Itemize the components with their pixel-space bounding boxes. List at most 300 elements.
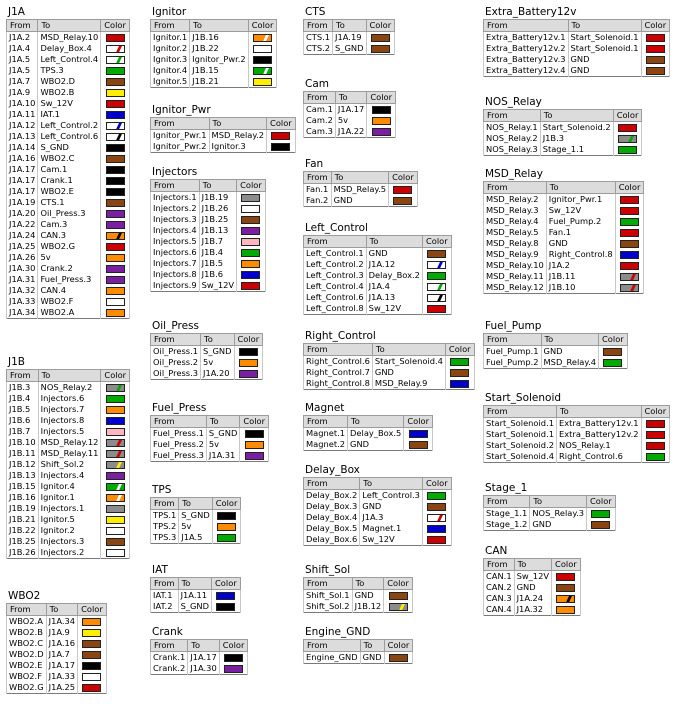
column-header-to: To bbox=[179, 498, 212, 510]
column-header-color: Color bbox=[384, 640, 413, 652]
cell-color bbox=[101, 131, 130, 142]
cell-color bbox=[641, 451, 670, 463]
wire-color-swatch bbox=[106, 122, 125, 130]
header-row bbox=[7, 370, 130, 382]
table-row bbox=[484, 582, 581, 593]
table-row bbox=[151, 65, 277, 76]
cell-color bbox=[101, 492, 130, 503]
cell-to: GND bbox=[568, 54, 641, 65]
column-header-from: From bbox=[484, 20, 569, 32]
column-header-color: Color bbox=[240, 416, 269, 428]
cell-from: Magnet.2 bbox=[304, 439, 348, 451]
connector-table bbox=[303, 343, 475, 390]
column-header-color: Color bbox=[101, 370, 130, 382]
connector-table bbox=[483, 333, 628, 369]
cell-from: J1A.32 bbox=[7, 285, 38, 296]
cell-to: J1B.3 bbox=[540, 133, 613, 144]
wire-color-swatch bbox=[106, 254, 125, 262]
cell-to: WBO2.G bbox=[38, 241, 101, 252]
table-row bbox=[151, 258, 266, 269]
table-row bbox=[7, 274, 130, 285]
connector-cts bbox=[303, 6, 395, 55]
wire-color-swatch bbox=[427, 492, 446, 500]
column-header-color: Color bbox=[367, 92, 396, 104]
cell-to: WBO2.B bbox=[38, 87, 101, 98]
cell-from: J1A.17 bbox=[7, 186, 38, 197]
cell-color bbox=[101, 437, 130, 448]
cell-from: Stage_1.1 bbox=[484, 508, 530, 520]
cell-to: Delay_Box.2 bbox=[366, 270, 422, 281]
cell-color bbox=[366, 43, 395, 55]
connector-msd-relay bbox=[483, 168, 644, 294]
connector-title: J1A bbox=[8, 6, 25, 18]
column-header-to: To bbox=[38, 20, 101, 32]
column-header-from: From bbox=[484, 334, 542, 346]
cell-from: Right_Control.8 bbox=[304, 378, 373, 390]
cell-color bbox=[587, 519, 616, 531]
column-header-from: From bbox=[151, 640, 188, 652]
cell-to: Injectors.7 bbox=[38, 404, 101, 415]
column-header-to: To bbox=[557, 406, 642, 418]
cell-color bbox=[422, 303, 451, 315]
column-header-color: Color bbox=[445, 344, 474, 356]
cell-color bbox=[267, 141, 296, 153]
column-header-color: Color bbox=[422, 478, 451, 490]
cell-from: MSD_Relay.3 bbox=[484, 205, 547, 216]
wire-color-swatch bbox=[603, 348, 622, 356]
column-header-from: From bbox=[484, 406, 557, 418]
cell-color bbox=[267, 130, 296, 142]
wire-color-swatch bbox=[620, 196, 639, 204]
column-header-color: Color bbox=[384, 578, 413, 590]
cell-color bbox=[552, 604, 581, 616]
header-row bbox=[304, 478, 452, 490]
cell-to: Ignitor.3 bbox=[209, 141, 267, 153]
connector-title: Engine_GND bbox=[305, 626, 371, 638]
column-header-from: From bbox=[304, 578, 353, 590]
cell-color bbox=[101, 274, 130, 285]
table-row bbox=[484, 54, 670, 65]
cell-to: J1A.30 bbox=[188, 663, 219, 675]
wire-color-swatch bbox=[620, 207, 639, 215]
cell-color bbox=[212, 521, 241, 532]
cell-to: MSD_Relay.9 bbox=[372, 378, 445, 390]
connector-start-solenoid bbox=[483, 392, 670, 463]
column-header-from: From bbox=[304, 344, 373, 356]
cell-to: GND bbox=[352, 590, 384, 602]
cell-from: Injectors.4 bbox=[151, 225, 200, 236]
cell-from: MSD_Relay.12 bbox=[484, 282, 547, 294]
cell-from: Fan.2 bbox=[304, 195, 332, 207]
cell-color bbox=[101, 448, 130, 459]
cell-color bbox=[101, 503, 130, 514]
cell-from: J1B.5 bbox=[7, 404, 39, 415]
column-header-from: From bbox=[151, 334, 201, 346]
cell-from: Cam.2 bbox=[304, 115, 336, 126]
cell-color bbox=[240, 450, 269, 462]
cell-from: WBO2.F bbox=[7, 671, 47, 682]
wire-color-swatch bbox=[217, 534, 236, 542]
cell-color bbox=[78, 649, 107, 660]
cell-from: J1B.12 bbox=[7, 459, 39, 470]
connector-table bbox=[303, 235, 452, 315]
cell-color bbox=[366, 32, 395, 44]
cell-from: J1A.10 bbox=[7, 98, 38, 109]
column-header-color: Color bbox=[366, 20, 395, 32]
cell-to: Injectors.4 bbox=[38, 470, 101, 481]
connector-table bbox=[303, 577, 413, 613]
cell-to: J1A.17 bbox=[188, 652, 219, 664]
table-row bbox=[151, 214, 266, 225]
cell-color bbox=[240, 439, 269, 450]
column-header-from: From bbox=[304, 416, 348, 428]
header-row bbox=[7, 20, 130, 32]
connector-j1b bbox=[6, 356, 130, 559]
header-row bbox=[484, 559, 581, 571]
table-row bbox=[484, 122, 642, 134]
cell-to: S_GND bbox=[179, 510, 212, 522]
cell-from: CTS.2 bbox=[304, 43, 333, 55]
cell-to: J1B.15 bbox=[190, 65, 249, 76]
cell-color bbox=[101, 285, 130, 296]
column-header-color: Color bbox=[552, 559, 581, 571]
cell-color bbox=[101, 296, 130, 307]
wire-color-swatch bbox=[556, 595, 575, 603]
cell-color bbox=[101, 404, 130, 415]
cell-color bbox=[615, 260, 644, 271]
wire-color-swatch bbox=[106, 395, 125, 403]
connector-title: TPS bbox=[152, 484, 172, 496]
cell-color bbox=[552, 593, 581, 604]
table-row bbox=[7, 131, 130, 142]
wire-color-swatch bbox=[389, 592, 408, 600]
cell-from: J1A.30 bbox=[7, 263, 38, 274]
table-row bbox=[7, 525, 130, 536]
cell-to: Stage_1.1 bbox=[540, 144, 613, 156]
column-header-color: Color bbox=[641, 20, 670, 32]
cell-to: J1B.13 bbox=[199, 225, 236, 236]
cell-from: Extra_Battery12v.3 bbox=[484, 54, 569, 65]
cell-from: Ignitor.1 bbox=[151, 32, 190, 44]
header-row bbox=[484, 110, 642, 122]
header-row bbox=[304, 344, 475, 356]
column-header-to: To bbox=[541, 334, 599, 346]
connector-table bbox=[483, 405, 670, 463]
cell-to: MSD_Relay.10 bbox=[38, 32, 101, 44]
cell-to: J1A.19 bbox=[333, 32, 366, 44]
wire-color-swatch bbox=[409, 430, 428, 438]
wire-color-swatch bbox=[646, 34, 665, 42]
cell-to: 5v bbox=[335, 115, 366, 126]
cell-color bbox=[78, 616, 107, 628]
cell-from: J1B.15 bbox=[7, 481, 39, 492]
column-header-from: From bbox=[484, 110, 541, 122]
cell-to: J1B.26 bbox=[199, 203, 236, 214]
cell-to: Delay_Box.4 bbox=[38, 43, 101, 54]
column-header-color: Color bbox=[404, 416, 433, 428]
cell-from: J1B.26 bbox=[7, 547, 39, 559]
cell-color bbox=[422, 534, 451, 546]
wire-color-swatch bbox=[106, 177, 125, 185]
table-row bbox=[484, 216, 644, 227]
cell-to: 5v bbox=[38, 252, 101, 263]
cell-color bbox=[101, 470, 130, 481]
cell-to: Start_Solenoid.2 bbox=[540, 122, 613, 134]
table-row bbox=[7, 120, 130, 131]
wire-color-swatch bbox=[253, 78, 272, 86]
cell-color bbox=[367, 115, 396, 126]
connector-table bbox=[483, 109, 642, 156]
column-header-from: From bbox=[484, 182, 547, 194]
table-row bbox=[151, 280, 266, 292]
cell-from: Stage_1.2 bbox=[484, 519, 530, 531]
cell-to: GND bbox=[348, 439, 404, 451]
table-row bbox=[151, 532, 241, 544]
table-row bbox=[484, 429, 670, 440]
cell-color bbox=[101, 415, 130, 426]
table-row bbox=[7, 263, 130, 274]
cell-color bbox=[248, 43, 277, 54]
wire-color-swatch bbox=[241, 194, 260, 202]
cell-color bbox=[78, 660, 107, 671]
cell-from: Delay_Box.5 bbox=[304, 523, 360, 534]
wire-color-swatch bbox=[106, 232, 125, 240]
table-row bbox=[7, 393, 130, 404]
table-row bbox=[484, 227, 644, 238]
wire-color-swatch bbox=[618, 135, 637, 143]
connector-table bbox=[483, 19, 670, 77]
cell-color bbox=[101, 120, 130, 131]
wire-color-swatch bbox=[427, 294, 446, 302]
table-row bbox=[7, 481, 130, 492]
connector-title: Shift_Sol bbox=[305, 564, 351, 576]
wire-color-swatch bbox=[450, 358, 469, 366]
cell-to: Ignitor_Pwr.2 bbox=[190, 54, 249, 65]
table-row bbox=[304, 367, 475, 378]
connector-table bbox=[150, 179, 266, 292]
cell-to: J1B.7 bbox=[199, 236, 236, 247]
wire-color-swatch bbox=[106, 199, 125, 207]
table-row bbox=[484, 519, 616, 531]
header-row bbox=[484, 182, 644, 194]
cell-to: Right_Control.6 bbox=[557, 451, 642, 463]
cell-from: Ignitor.4 bbox=[151, 65, 190, 76]
column-header-color: Color bbox=[101, 20, 130, 32]
table-row bbox=[484, 282, 644, 294]
wire-color-swatch bbox=[427, 503, 446, 511]
table-row bbox=[304, 303, 452, 315]
wire-color-swatch bbox=[241, 271, 260, 279]
table-row bbox=[151, 76, 277, 88]
cell-color bbox=[78, 671, 107, 682]
table-row bbox=[7, 219, 130, 230]
cell-from: Magnet.1 bbox=[304, 428, 348, 440]
connector-delay-box bbox=[303, 464, 452, 546]
cell-color bbox=[101, 164, 130, 175]
table-row bbox=[7, 186, 130, 197]
cell-from: Injectors.3 bbox=[151, 214, 200, 225]
wire-color-swatch bbox=[646, 431, 665, 439]
cell-color bbox=[101, 76, 130, 87]
cell-color bbox=[101, 252, 130, 263]
wire-color-swatch bbox=[224, 654, 243, 662]
cell-color bbox=[237, 269, 266, 280]
cell-color bbox=[101, 87, 130, 98]
table-row bbox=[484, 508, 616, 520]
table-row bbox=[151, 663, 248, 675]
table-row bbox=[304, 652, 413, 664]
cell-to: J1B.10 bbox=[546, 282, 615, 294]
table-row bbox=[304, 356, 475, 368]
cell-to: TPS.3 bbox=[38, 65, 101, 76]
cell-to: MSD_Relay.5 bbox=[331, 184, 389, 196]
cell-from: Fuel_Press.1 bbox=[151, 428, 207, 440]
connector-title: Magnet bbox=[305, 402, 345, 414]
cell-from: J1A.33 bbox=[7, 296, 38, 307]
cell-to: GND bbox=[546, 238, 615, 249]
wire-color-swatch bbox=[620, 251, 639, 259]
column-header-from: From bbox=[304, 236, 367, 248]
wire-color-swatch bbox=[106, 538, 125, 546]
cell-from: J1B.3 bbox=[7, 382, 39, 394]
wire-color-swatch bbox=[106, 188, 125, 196]
cell-to: Start_Solenoid.4 bbox=[372, 356, 445, 368]
wire-color-swatch bbox=[106, 56, 125, 64]
cell-from: TPS.1 bbox=[151, 510, 179, 522]
wire-color-swatch bbox=[646, 420, 665, 428]
table-row bbox=[151, 521, 241, 532]
table-row bbox=[304, 43, 395, 55]
cell-to: J1A.17 bbox=[335, 104, 366, 116]
cell-from: J1B.21 bbox=[7, 514, 39, 525]
table-row bbox=[7, 649, 107, 660]
column-header-to: To bbox=[372, 344, 445, 356]
wire-color-swatch bbox=[427, 536, 446, 544]
wire-color-swatch bbox=[106, 45, 125, 53]
cell-color bbox=[389, 184, 418, 196]
cell-to: J1A.33 bbox=[46, 671, 77, 682]
cell-color bbox=[212, 510, 241, 522]
cell-to: J1A.22 bbox=[335, 126, 366, 138]
cell-from: Left_Control.2 bbox=[304, 259, 367, 270]
cell-to: NOS_Relay.1 bbox=[557, 440, 642, 451]
table-row bbox=[484, 249, 644, 260]
cell-color bbox=[384, 590, 413, 602]
column-header-to: To bbox=[360, 640, 384, 652]
connector-can bbox=[483, 545, 581, 616]
cell-from: J1A.17 bbox=[7, 164, 38, 175]
table-row bbox=[304, 534, 452, 546]
cell-from: MSD_Relay.11 bbox=[484, 271, 547, 282]
cell-from: Left_Control.6 bbox=[304, 292, 367, 303]
wire-color-swatch bbox=[271, 132, 290, 140]
cell-from: Delay_Box.6 bbox=[304, 534, 360, 546]
cell-to: J1B.4 bbox=[199, 247, 236, 258]
wire-color-swatch bbox=[556, 584, 575, 592]
cell-from: J1B.6 bbox=[7, 415, 39, 426]
cell-color bbox=[237, 247, 266, 258]
wire-color-swatch bbox=[106, 221, 125, 229]
column-header-color: Color bbox=[237, 180, 266, 192]
wire-color-swatch bbox=[620, 229, 639, 237]
cell-color bbox=[445, 378, 474, 390]
column-header-color: Color bbox=[234, 334, 263, 346]
cell-to: Injectors.3 bbox=[38, 536, 101, 547]
cell-color bbox=[78, 638, 107, 649]
cell-color bbox=[613, 122, 642, 134]
cell-to: Ignitor.4 bbox=[38, 481, 101, 492]
cell-to: GND bbox=[541, 346, 599, 358]
cell-from: Extra_Battery12v.4 bbox=[484, 65, 569, 77]
cell-from: Extra_Battery12v.1 bbox=[484, 32, 569, 44]
header-row bbox=[151, 416, 269, 428]
connector-extra-battery12v bbox=[483, 6, 670, 77]
connector-title: Start_Solenoid bbox=[485, 392, 562, 404]
cell-from: Fuel_Press.3 bbox=[151, 450, 207, 462]
cell-color bbox=[219, 652, 248, 664]
connector-nos-relay bbox=[483, 96, 642, 156]
column-header-to: To bbox=[38, 370, 101, 382]
wire-color-swatch bbox=[106, 406, 125, 414]
table-row bbox=[7, 660, 107, 671]
cell-from: Ignitor.5 bbox=[151, 76, 190, 88]
cell-to: J1A.31 bbox=[206, 450, 239, 462]
cell-from: Shift_Sol.2 bbox=[304, 601, 353, 613]
table-row bbox=[151, 141, 296, 153]
table-row bbox=[151, 601, 241, 613]
table-row bbox=[151, 32, 277, 44]
connector-table bbox=[303, 477, 452, 546]
cell-to: Cam.1 bbox=[38, 164, 101, 175]
cell-color bbox=[101, 43, 130, 54]
cell-from: Ignitor.3 bbox=[151, 54, 190, 65]
connector-title: Left_Control bbox=[305, 222, 368, 234]
cell-from: CAN.2 bbox=[484, 582, 515, 593]
cell-to: J1B.16 bbox=[190, 32, 249, 44]
cell-from: J1A.14 bbox=[7, 142, 38, 153]
column-header-to: To bbox=[530, 496, 587, 508]
table-row bbox=[7, 197, 130, 208]
wire-color-swatch bbox=[618, 146, 637, 154]
header-row bbox=[151, 20, 277, 32]
connector-fan bbox=[303, 158, 418, 207]
cell-color bbox=[599, 357, 628, 369]
cell-to: CAN.3 bbox=[38, 230, 101, 241]
cell-from: J1B.19 bbox=[7, 503, 39, 514]
cell-to: S_GND bbox=[333, 43, 366, 55]
table-row bbox=[7, 470, 130, 481]
cell-color bbox=[248, 76, 277, 88]
column-header-color: Color bbox=[599, 334, 628, 346]
cell-color bbox=[367, 126, 396, 138]
cell-to: MSD_Relay.12 bbox=[38, 437, 101, 448]
cell-to: Fan.1 bbox=[546, 227, 615, 238]
table-row bbox=[304, 259, 452, 270]
cell-to: IAT.1 bbox=[38, 109, 101, 120]
cell-color bbox=[367, 104, 396, 116]
cell-from: J1A.25 bbox=[7, 241, 38, 252]
cell-color bbox=[101, 547, 130, 559]
cell-color bbox=[78, 682, 107, 694]
wire-color-swatch bbox=[106, 155, 125, 163]
column-header-from: From bbox=[151, 416, 207, 428]
wire-color-swatch bbox=[591, 510, 610, 518]
wire-color-swatch bbox=[245, 430, 264, 438]
cell-color bbox=[237, 236, 266, 247]
cell-from: J1A.2 bbox=[7, 32, 38, 44]
connector-oil-press bbox=[150, 320, 263, 380]
cell-to: J1B.11 bbox=[546, 271, 615, 282]
